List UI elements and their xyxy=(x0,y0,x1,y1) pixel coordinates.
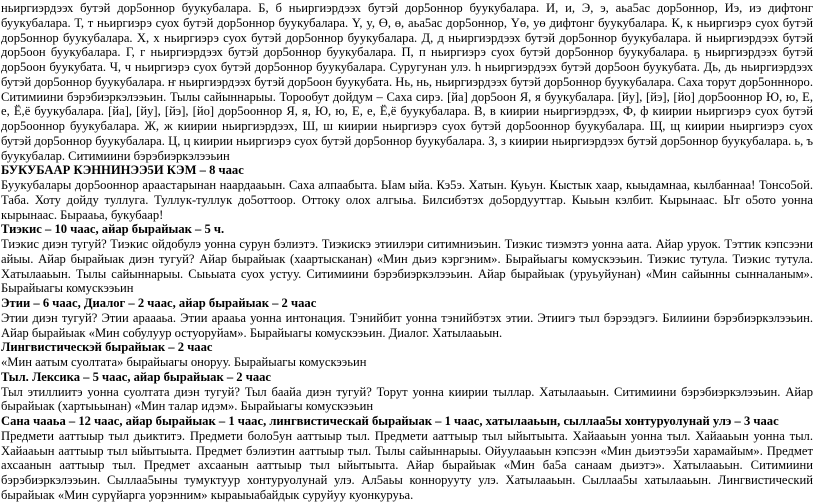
section-heading-parts-of-speech: Сана чааьа – 12 чаас, айар бырайыак – 1 чаас, лингвистическай бырайыак – 1 чаас, хатылааьын, сыллаа5ы хонтуруолунай улэ – 3 чаас xyxy=(1,414,779,428)
paragraph-parts-of-speech: Предмети ааттыыр тыл дьиктитэ. Предмети боло5ун ааттыыр тыл. Предмети ааттыыр тыл ыйытыыта. Хайааьын уонна тыл. Хайааьын уонна тыл. Хайааьын ааттыыр тыл ыйытыыта. Предмет бэлиэтин ааттыыр тыл. Тылы сайыннарыы. Ойуулааьын кэпсээн «Мин дьиэтээ5и харамайым». Предмет ахсаанын ааттыыр тыл. Предмет ахсаанын ааттыыр тыл ыйытыыта. Айар бырайыак «Мин ба5а санаам дьиэтэ». Хатылааьын. Ситимиини бэрэбиэркэлээьин. Сыллаа5ыны тумуктуур хонтуруолунай улэ. Ал5аьы коннорууту улэ. Хатылааьын. Сыллаа5ы хатылааьын. Лингвистический бырайыак «Мин сурүйарга уорэнним» кыраыыабайдык суруйуу куонкуруьа. xyxy=(1,428,813,502)
section-heading-sentence: Этии – 6 чаас, Диалог – 2 чаас, айар бырайыак – 2 чаас xyxy=(1,296,317,310)
section-heading-text: Тиэкис – 10 чаас, айар бырайыак – 5 ч. xyxy=(1,222,225,237)
intro-paragraph: ньиргиэрдээх бутэй дор5оннор буукубалара. Б, б ньиргиэрдээх бутэй дор5оннор буукубалара. И, и, Э, э, аьа5ас дор5оннор, Иэ, иэ дифтонг буукубалара. Т, т ньиргиэрэ суох бутэй дор5оннор буукубалара. Y, y, Ө, ө, аьа5ас дор5оннор, Yө, уө дифтонг буукубалара. К, к ньиргиэрэ суох бутэй дор5оннор буукубалара. Х, х ньиргиэрэ суох бутэй дор5оннор буукубалара. Д, д ньиргиэрдээх бутэй дор5оннор буукубалара. й ньиргиэрдээх бутэй дор5оон буукубалара. Г, г ньиргиэрдээх бутэй дор5оннор буукубалара. П, п ньиргиэрэ суох бутэй дор5оннор буукубалара. ҕ ньиргиэрдээх бутэй дор5оон буукубата. Ч, ч ньиргиэрэ суох бутэй дор5оннор буукубалара. Суругунан улэ. һ ньиргиэрдээх бутэй дор5оон буукубата. Дь, дь ньиргиэрдээх бутэй дор5оннор буукубалара. ҥ ньиргиэрдээх бутэй дор5оон буукубата. Нь, нь, ньиргиэрдээх бутэй дор5оннор буукубалара. Саха торут дор5оннноро. Ситимиини бэрэбиэркэлээьин. Тылы сайыннарыы. Торообут дойдум – Саха сирэ. [йа] дор5оон Я, я буукубалара. [йу], [йэ], [йо] дор5ооннор Ю, ю, Е, е, Ё,ё буукубалара. [йа], [йу], [йэ], [йо] дор5ооннор Я, я, Ю, ю, Е, е, Ё,ё буукубалара. В, в киирии ньиргиэрдээх, Ф, ф киирии ньиргиэрэ суох бутэй дор5ооннор буукубалара. Ж, ж киирии ньиргиэрдээх, Ш, ш киирии ньиргиэрэ суох бутэй дор5ооннор буукубалара. Щ, щ киирии ньиргиэрэ суох бутэй дор5оннор буукубалара. Ц, ц киирии ньиргиэрэ суох бутэй дор5оннор буукубалара. З, з киирии ньиргиэрдээх бутэй дор5оннор буукубалара. ь, ъ буукубалар. Ситимиини бэрэбиэркэлээьин xyxy=(1,1,813,163)
paragraph-text: Тиэкис диэн тугуй? Тиэкис ойдобулэ уонна сурун бэлиэтэ. Тиэкискэ этиилэри ситимниэьин. Тиэкис тиэмэтэ уонна аата. Айар уруок. Тэттик кэпсээни айыы. Айар бырайыак диэн тугуй? Айар бырайыак (хаартысканан) «Мин дьиэ кэргэним». Бырайыагы комускээьин. Тиэкис тутула. Тиэкис тутула. Хатылааьын. Тылы сайыннарыы. Сыьыата суох устуу. Ситимиини бэрэбиэркэлээьин. Айар бырайыак (уруьуйунан) «Мин сайынны сынналаным». Бырайыагы комускээьин xyxy=(1,237,813,296)
paragraph-sentence: Этии диэн тугуй? Этии араааьа. Этии арааьа уонна интонация. Тэнийбит уонна тэнийбэтэх этии. Этиигэ тыл бэрээдэгэ. Билиини бэрэбиэркэлээьин. Айар бырайыак «Мин собулуур остуоруйам». Бырайыагы комускээьин. Диалог. Хатылааьын. xyxy=(1,310,813,340)
paragraph-after-bukvar: Буукубалары дор5ооннор араастарынан наардааьын. Саха алпаабыта. Ыам ыйа. Кэ5э. Хатын. Куьун. Кыстык хаар, кыыдамнаа, кылбаннаа! Тонсо5ой. Таба. Хоту дойду туллуга. Туллук-туллук до5оттоор. Оттоку олох алгыьа. Билсибэтэх до5ордууттар. Кыьын кэлбит. Кырынаас. Ыт о5ото уонна кырынаас. Бырааьа, букубаар! xyxy=(1,178,813,222)
section-heading-linguistic-project: Лингвистическэй бырайыак – 2 чаас xyxy=(1,340,213,355)
section-heading-after-bukvar: БУКУБААР КЭННИНЭЭ5И КЭМ – 8 чаас xyxy=(1,163,244,178)
paragraph-lexicon: Тыл этиллиитэ уонна суолтата диэн тугуй? Тыл баайа диэн тугуй? Торут уонна киирии тыллар. Хатылааьын. Ситимиини бэрэбиэркэлээьин. Айар бырайыак (хартыьынан) «Мин талар идэм». Бырайыагы комускээьин xyxy=(1,384,813,414)
paragraph-linguistic-project: «Мин аатым суолтата» бырайыагы оноруу. Бырайыагы комускээьин xyxy=(1,355,367,369)
section-heading-lexicon: Тыл. Лексика – 5 чаас, айар бырайыак – 2 чаас xyxy=(1,369,272,384)
